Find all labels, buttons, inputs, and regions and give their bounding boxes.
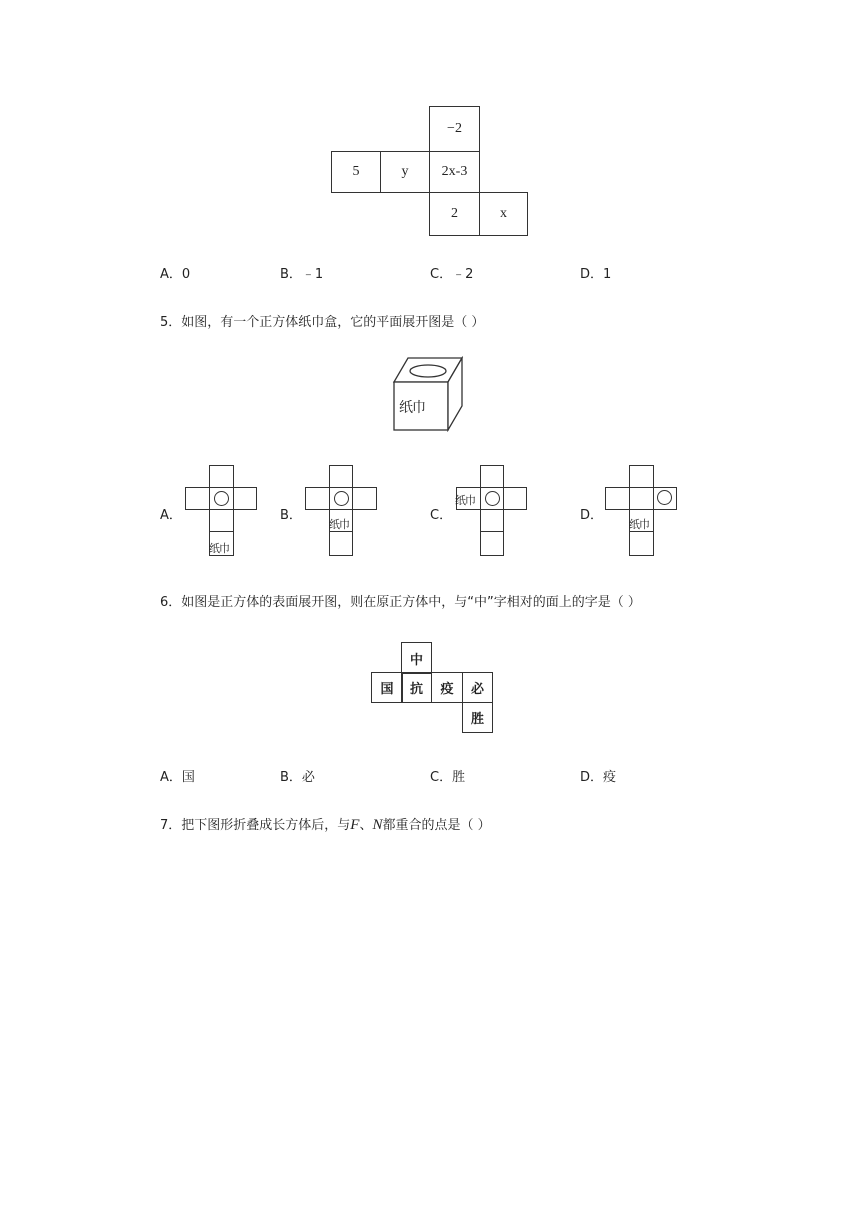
net-square — [629, 487, 654, 510]
q7-stem-prefix: 7．把下图形折叠成长方体后，与 — [160, 818, 351, 833]
net-square — [605, 487, 630, 510]
q7-stem — [160, 814, 491, 834]
net-square — [209, 465, 234, 488]
circle-opening-icon — [214, 491, 229, 506]
net-square — [480, 465, 504, 488]
q7-stem-suffix: 都重合的点是（ ） — [382, 818, 491, 833]
net-cell-x: x — [479, 192, 528, 236]
net-cell-left: 5 — [331, 151, 381, 193]
net-face-zhong: 中 — [401, 642, 432, 674]
tissue-label: 纸巾 — [209, 542, 229, 555]
q4-option-a[interactable] — [160, 263, 190, 282]
option-text: ﹣2 — [452, 267, 474, 282]
tissue-box-label: 纸巾 — [399, 400, 425, 416]
net-square — [305, 487, 330, 510]
option-letter: A． — [160, 770, 182, 785]
option-text: 必 — [301, 770, 315, 785]
net-face-bi: 必 — [462, 672, 493, 703]
option-text: ﹣1 — [301, 267, 324, 282]
option-text: 0 — [181, 267, 191, 282]
net-square — [480, 531, 504, 556]
q5-option-d-letter[interactable]: D． — [580, 508, 604, 523]
tissue-box-drawing — [392, 356, 464, 432]
tissue-label: 纸巾 — [329, 518, 349, 531]
net-square — [329, 531, 353, 556]
q6-stem: 6．如图是正方体的表面展开图，则在原正方体中，与“中”字相对的面上的字是（ ） — [160, 595, 641, 610]
q5-option-b-letter[interactable]: B． — [280, 508, 302, 523]
net-square — [233, 487, 257, 510]
net-face-sheng: 胜 — [462, 702, 493, 733]
net-square — [629, 465, 654, 488]
tissue-box-figure — [392, 356, 464, 432]
q5-option-a-letter[interactable]: A． — [160, 508, 182, 523]
option-letter: A． — [160, 267, 182, 282]
q5-stem: 5．如图，有一个正方体纸巾盒，它的平面展开图是（ ） — [160, 315, 485, 330]
net-face-kang: 抗 — [401, 672, 432, 703]
option-letter: C． — [430, 267, 453, 282]
q5-option-c-letter[interactable]: C． — [430, 508, 453, 523]
net-square — [352, 487, 377, 510]
q4-option-c[interactable] — [430, 263, 473, 282]
tissue-label: 纸巾 — [629, 518, 649, 531]
tissue-label: 纸巾 — [455, 494, 475, 507]
q6-option-a[interactable] — [160, 766, 195, 785]
q7-var-f: F — [350, 817, 360, 833]
net-cell-top: −2 — [429, 106, 480, 152]
q7-var-n: N — [372, 817, 383, 833]
circle-opening-icon — [657, 490, 672, 505]
net-square — [629, 531, 654, 556]
option-text: 国 — [181, 770, 195, 785]
circle-opening-icon — [334, 491, 349, 506]
net-face-guo: 国 — [371, 672, 403, 703]
q6-option-c[interactable] — [430, 766, 465, 785]
q7-separator: 、 — [359, 818, 373, 833]
net-cell-bottom: 2 — [429, 192, 480, 236]
net-cell-center: 2x-3 — [429, 151, 480, 193]
net-square — [329, 465, 353, 488]
option-letter: D． — [580, 267, 604, 282]
option-text: 疫 — [603, 770, 617, 785]
net-square — [209, 509, 234, 532]
option-letter: C． — [430, 770, 453, 785]
q6-option-b[interactable] — [280, 766, 315, 785]
circle-opening-icon — [485, 491, 500, 506]
net-square — [185, 487, 210, 510]
net-cell-y: y — [380, 151, 430, 193]
q6-option-d[interactable] — [580, 766, 616, 785]
net-face-yi: 疫 — [431, 672, 463, 703]
option-letter: D． — [580, 770, 604, 785]
q4-option-d[interactable] — [580, 263, 611, 282]
option-text: 1 — [603, 267, 612, 282]
option-letter: B． — [280, 267, 302, 282]
q4-option-b[interactable] — [280, 263, 323, 282]
net-square — [503, 487, 527, 510]
option-letter: B． — [280, 770, 302, 785]
option-text: 胜 — [452, 770, 466, 785]
net-square — [480, 509, 504, 532]
